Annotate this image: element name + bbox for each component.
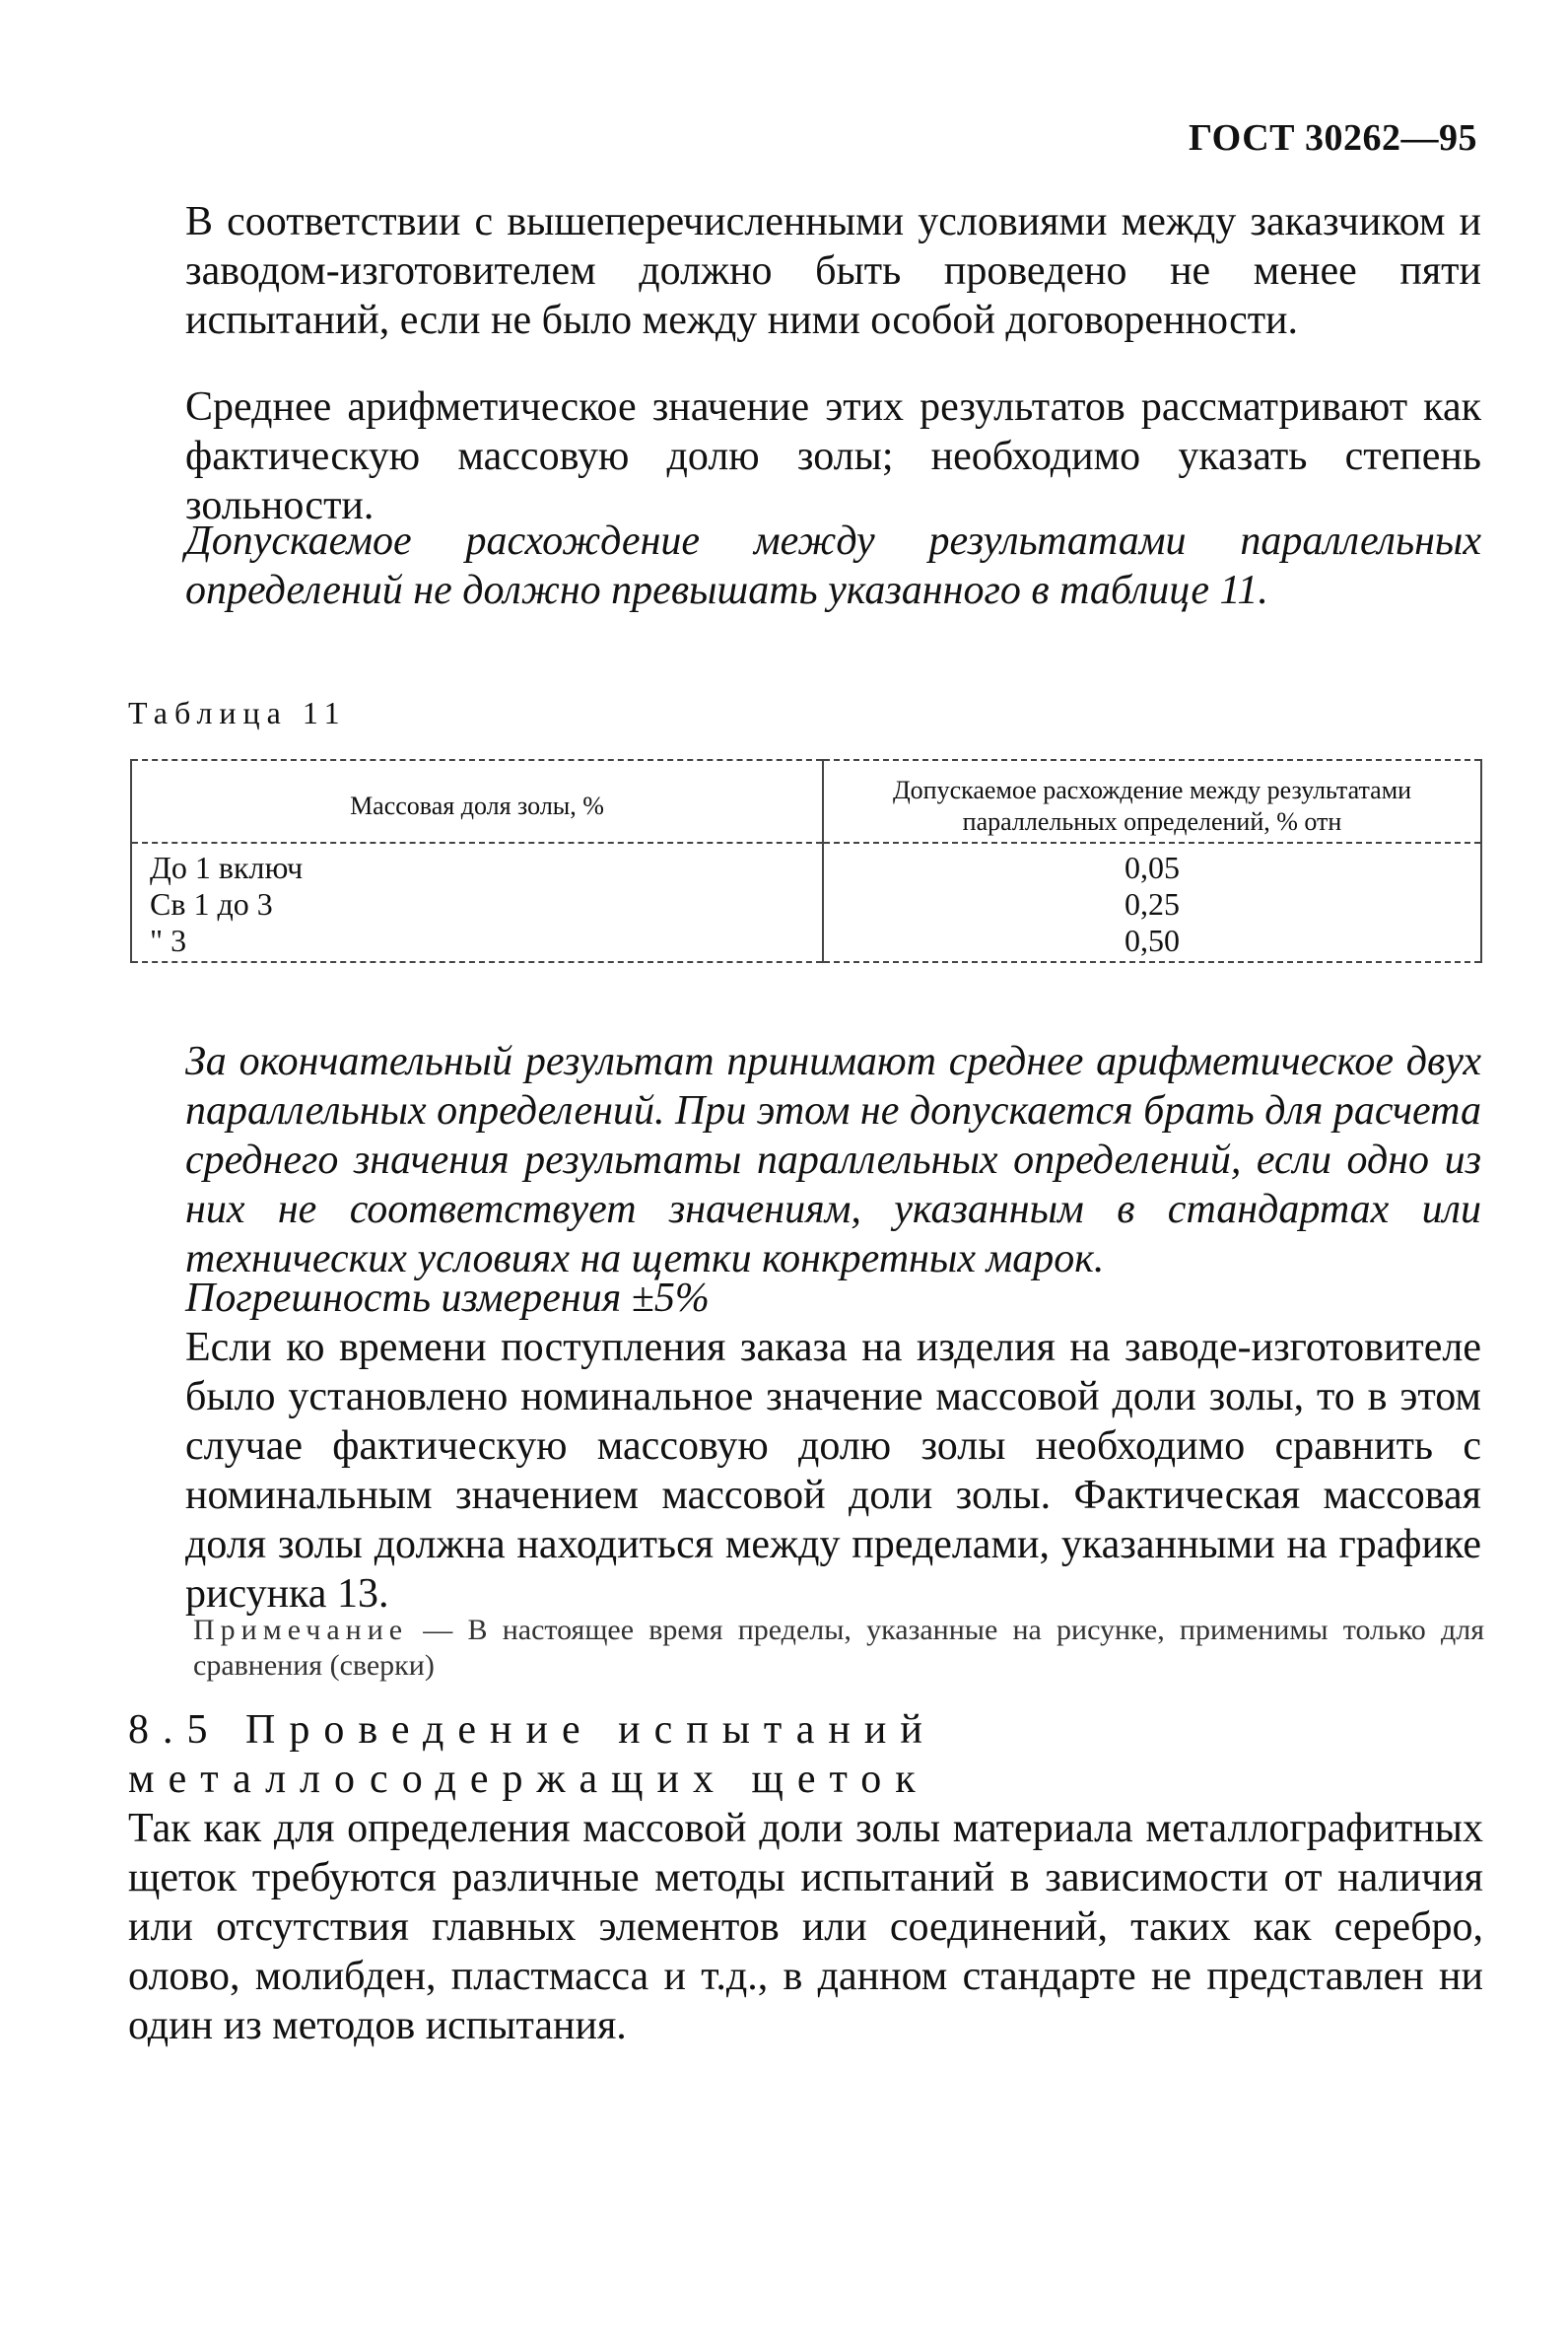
paragraph-metal-brushes: Так как для определения массовой доли золы материала металлографитных щеток требуются различные методы испытаний в зависимости от наличия или отсутствия главных элементов или соединений, таких как серебро, олово, молибден, пластмасса и т.д., в данном стандарте не представлен ни один из методов испытания. [128,1806,1483,2048]
table-cell-range: " 3 [131,923,823,962]
table-cell-value: 0,25 [823,886,1481,923]
table-header-row [131,760,1481,843]
note-lead: Примечание [193,1614,409,1646]
paragraph-nominal-comparison: Если ко времени поступления заказа на изделия на заводе-изготовителе было установлено номинальное значение массовой доли золы, то в этом случае фактическую массовую долю золы необходимо сравнить с номинальным значением массовой доли золы. Фактическая массовая доля золы должна находиться между пределами, указанными на графике рисунка 13. [185,1325,1481,1617]
table-row [131,886,1481,923]
paragraph-arithmetic-mean: Среднее арифметическое значение этих результатов рассматривают как фактическую массовую долю золы; необходимо указать степень зольности. [185,384,1481,528]
table-row [131,843,1481,886]
section-heading: 8.5 Проведение испытаний металлосодержащих щеток [128,1707,936,1802]
paragraph-measurement-error: Погрешность измерения ±5% [185,1276,710,1321]
table-header-ash-share: Массовая доля золы, % [131,760,823,843]
table-cell-range: До 1 включ [131,843,823,886]
document-id-header: ГОСТ 30262—95 [1188,117,1477,159]
ash-table [130,759,1482,963]
table-cell-range: Св 1 до 3 [131,886,823,923]
table-cell-value: 0,50 [823,923,1481,962]
table-caption: Таблица 11 [128,695,347,730]
table-row [131,923,1481,962]
note-text: — В настоящее время пределы, указанные на рисунке, применимы только для сравнения (сверки) [193,1614,1484,1682]
paragraph-allowed-divergence: Допускаемое расхождение между результатами параллельных определений не должно превышать указанного в таблице 11. [185,518,1481,613]
paragraph-tests-count: В соответствии с вышеперечисленными условиями между заказчиком и заводом-изготовителем должно быть проведено не менее пяти испытаний, если не было между ними особой договоренности. [185,199,1481,343]
table-cell-value: 0,05 [823,843,1481,886]
note [193,1613,1484,1684]
table-header-divergence: Допускаемое расхождение между результатами параллельных определений, % отн [823,760,1481,843]
paragraph-final-result: За окончательный результат принимают среднее арифметическое двух параллельных определений. При этом не допускается брать для расчета среднего значения результаты параллельных определений, если одно из них не соответствует значениям, указанным в стандартах или технических условиях на щетки конкретных марок. [185,1039,1481,1281]
